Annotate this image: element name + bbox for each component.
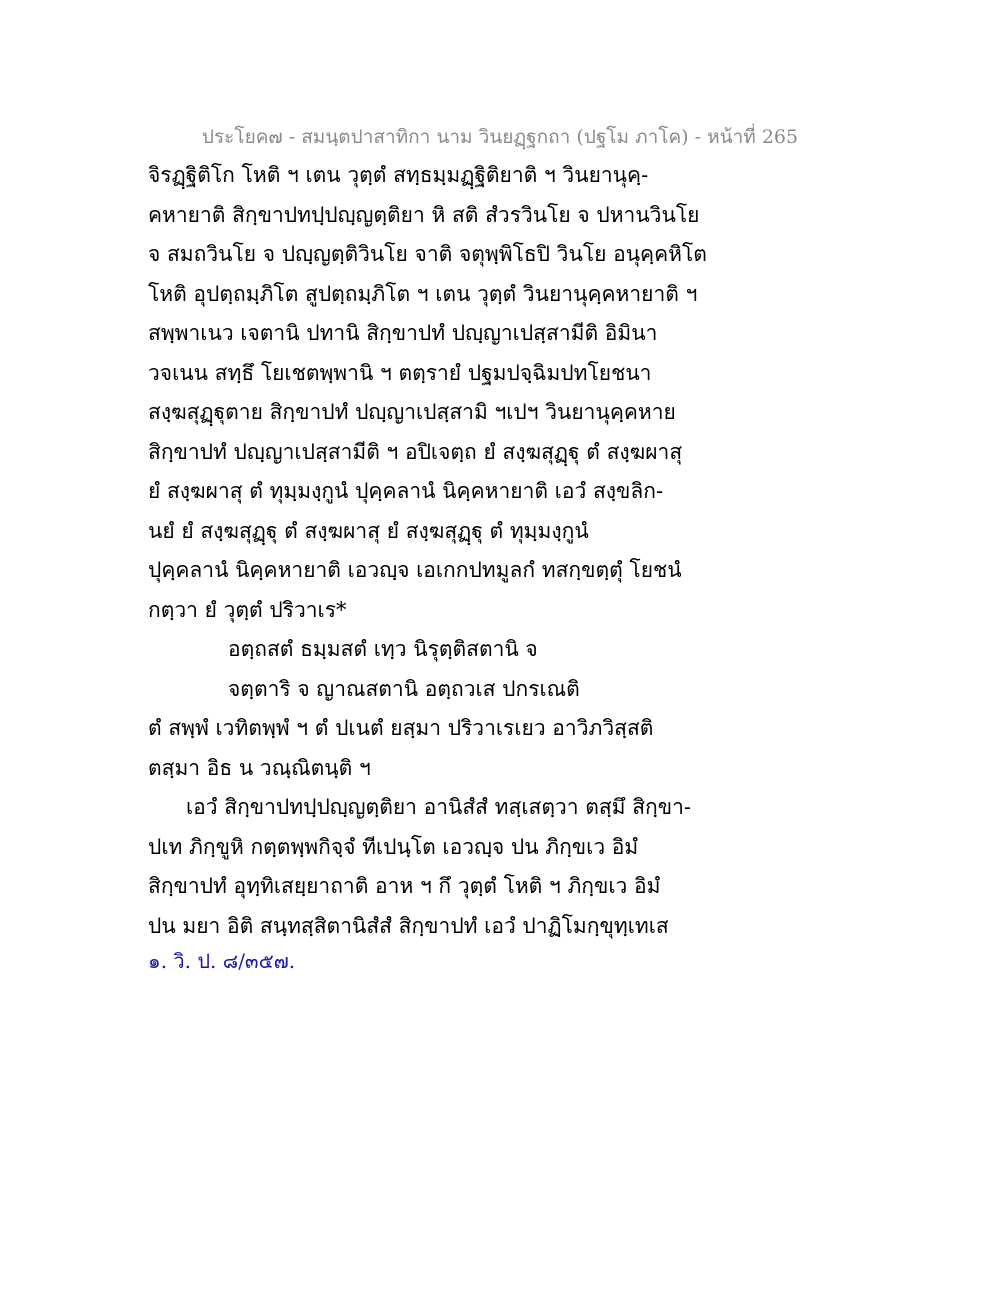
text-line: ตสฺมา อิธ น วณฺณิตนฺติ ฯ (148, 755, 371, 780)
text-line: กตฺวา ยํ วุตฺตํ ปริวาเร* (148, 597, 347, 622)
text-line: ตํ สพฺพํ เวทิตพฺพํ ฯ ตํ ปเนตํ ยสฺมา ปริวาเรเยว อาวิภวิสฺสติ (148, 716, 654, 740)
text-line: สิกฺขาปทํ ปญฺญาเปสฺสามีติ ฯ อปิเจตฺถ ยํ สงฺฆสุฏฺฐุ ตํ สงฺฆผาสุ (148, 439, 683, 464)
text-line: นยํ ยํ สงฺฆสุฏฺฐุ ตํ สงฺฆผาสุ ยํ สงฺฆสุฏฺฐุ ตํ ทุมฺมงฺกูนํ (148, 518, 589, 543)
text-line: สพฺพาเนว เจตานิ ปทานิ สิกฺขาปทํ ปญฺญาเปสฺสามีติ อิมินา (148, 321, 658, 345)
text-line: โหติ อุปตฺถมฺภิโต สูปตฺถมฺภิโต ฯ เตน วุตฺตํ วินยานุคฺคหายาติ ฯ (148, 281, 698, 306)
text-line: สงฺฆสุฏฺฐุตาย สิกฺขาปทํ ปญฺญาเปสฺสามิ ฯเปฯ วินยานุคฺคหาย (148, 400, 676, 424)
text-line: สิกฺขาปทํ อุทฺทิเสยฺยาถาติ อาห ฯ กึ วุตฺตํ โหติ ฯ ภิกฺขเว อิมํ (148, 874, 661, 898)
running-header: ประโยค๗ - สมนฺตปาสาทิกา นาม วินยฏฺฐกถา (ปฐโม ภาโค) - หน้าที่ 265 (201, 126, 799, 148)
text-line: จ สมถวินโย จ ปญฺญตฺติวินโย จาติ จตุพฺพิโธปิ วินโย อนุคฺคหิโต (148, 242, 707, 266)
text-line: วจเนน สทฺธึ โยเชตพฺพานิ ฯ ตตฺรายํ ปฐมปจฺฉิมปทโยชนา (148, 360, 652, 385)
text-line: ยํ สงฺฆผาสุ ตํ ทุมฺมงฺกูนํ ปุคฺคลานํ นิคฺคหายาติ เอวํ สงฺขลิก- (148, 479, 664, 503)
body-text (148, 156, 868, 976)
paragraph-first-line: เอวํ สิกฺขาปทปฺปญฺญตฺติยา อานิสํสํ ทสฺเสตฺวา ตสฺมึ สิกฺขา- (186, 795, 691, 819)
text-line: ปเท ภิกฺขูหิ กตฺตพฺพกิจฺจํ ทีเปนฺโต เอวญฺจ ปน ภิกฺขเว อิมํ (148, 834, 639, 859)
footnote: ๑. วิ. ป. ๘/๓๕๗. (148, 949, 296, 973)
verse-line: จตฺตาริ จ ญาณสตานิ อตฺถวเส ปกรเณติ (228, 676, 580, 701)
text-line: ปุคฺคลานํ นิคฺคหายาติ เอวญฺจ เอเกกปทมูลกํ ทสกฺขตฺตุํ โยชนํ (148, 558, 682, 582)
verse-line: อตฺถสตํ ธมฺมสตํ เทฺว นิรุตฺติสตานิ จ (228, 637, 538, 661)
text-line: จิรฏฺฐิติโก โหติ ฯ เตน วุตฺตํ สทฺธมฺมฏฺฐิติยาติ ฯ วินยานุคฺ- (148, 163, 649, 187)
text-line: คหายาติ สิกฺขาปทปฺปญฺญตฺติยา หิ สติ สํวรวินโย จ ปหานวินโย (148, 202, 700, 227)
text-line: ปน มยา อิติ สนฺทสฺสิตานิสํสํ สิกฺขาปทํ เอวํ ปาฏิโมกฺขุทฺเทเส (148, 913, 669, 938)
